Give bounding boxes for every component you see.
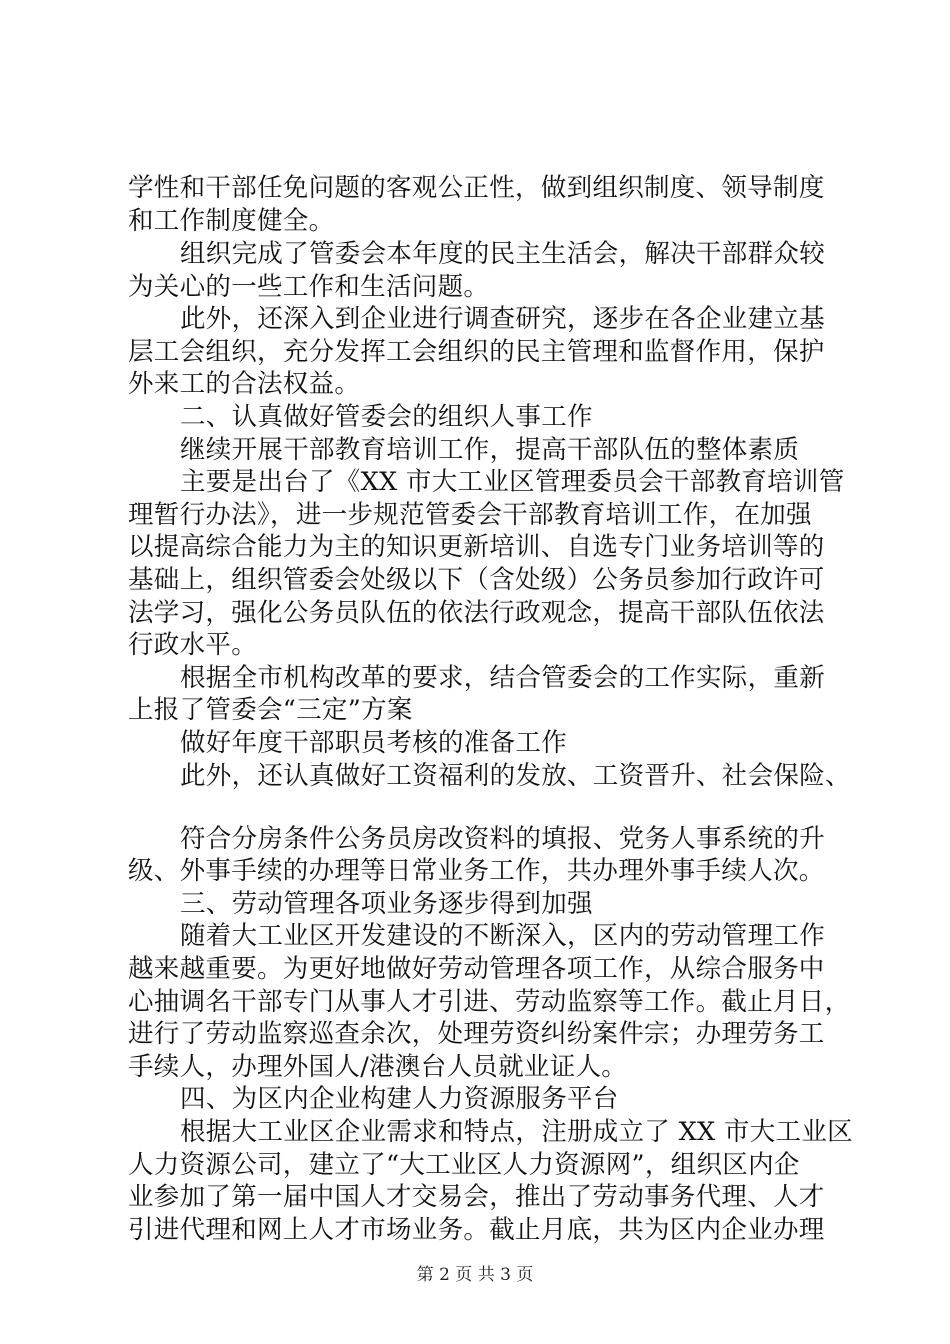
section-heading: 三、劳动管理各项业务逐步得到加强 (180, 889, 593, 919)
text-line: 和工作制度健全。 (128, 206, 335, 236)
section-heading: 二、认真做好管委会的组织人事工作 (180, 402, 593, 432)
text-line: 越来越重要。为更好地做好劳动管理各项工作，从综合服务中 (128, 954, 825, 984)
text-line: 行政水平。 (128, 630, 258, 660)
page-footer: 第 2 页 共 3 页 (416, 1265, 534, 1285)
text-line: 人力资源公司，建立了“大工业区人力资源网”，组织区内企 (128, 1150, 800, 1180)
text-line: 此外，还深入到企业进行调查研究，逐步在各企业建立基 (180, 304, 826, 334)
text-line: 外来工的合法权益。 (128, 369, 361, 399)
text-line: 基础上，组织管委会处级以下（含处级）公务员参加行政许可 (128, 565, 825, 595)
text-line: 手续人，办理外国人/港澳台人员就业证人。 (128, 1052, 628, 1082)
text-line: 学性和干部任免问题的客观公正性，做到组织制度、领导制度 (128, 173, 825, 203)
text-line: 主要是出台了《XX 市大工业区管理委员会干部教育培训管 (180, 467, 845, 497)
text-line: 心抽调名干部专门从事人才引进、劳动监察等工作。截止月日， (128, 987, 851, 1017)
text-line: 继续开展干部教育培训工作，提高干部队伍的整体素质 (180, 435, 800, 465)
text-line: 层工会组织，充分发挥工会组织的民主管理和监督作用，保护 (128, 337, 825, 367)
text-line: 此外，还认真做好工资福利的发放、工资晋升、社会保险、 (180, 761, 851, 791)
text-line: 理暂行办法》，进一步规范管委会干部教育培训工作，在加强 (128, 500, 812, 530)
text-line: 符合分房条件公务员房改资料的填报、党务人事系统的升 (180, 824, 826, 854)
text-line: 引进代理和网上人才市场业务。截止月底，共为区内企业办理 (128, 1215, 825, 1245)
text-line: 为关心的一些工作和生活问题。 (128, 272, 490, 302)
section-heading: 四、为区内企业构建人力资源服务平台 (180, 1084, 619, 1114)
text-line: 进行了劳动监察巡查余次，处理劳资纠纷案件宗；办理劳务工 (128, 1019, 825, 1049)
text-line: 根据大工业区企业需求和特点，注册成立了 XX 市大工业区 (180, 1117, 853, 1147)
text-line: 级、外事手续的办理等日常业务工作，共办理外事手续人次。 (128, 856, 825, 886)
text-line: 随着大工业区开发建设的不断深入，区内的劳动管理工作 (180, 921, 826, 951)
text-line: 业参加了第一届中国人才交易会，推出了劳动事务代理、人才 (128, 1182, 825, 1212)
text-line: 上报了管委会“三定”方案 (128, 695, 413, 725)
text-line: 法学习，强化公务员队伍的依法行政观念，提高干部队伍依法 (128, 598, 825, 628)
text-line: 根据全市机构改革的要求，结合管委会的工作实际，重新 (180, 663, 826, 693)
text-line: 组织完成了管委会本年度的民主生活会，解决干部群众较 (180, 239, 826, 269)
text-line: 以提高综合能力为主的知识更新培训、自选专门业务培训等的 (128, 532, 825, 562)
text-line: 做好年度干部职员考核的准备工作 (180, 728, 568, 758)
